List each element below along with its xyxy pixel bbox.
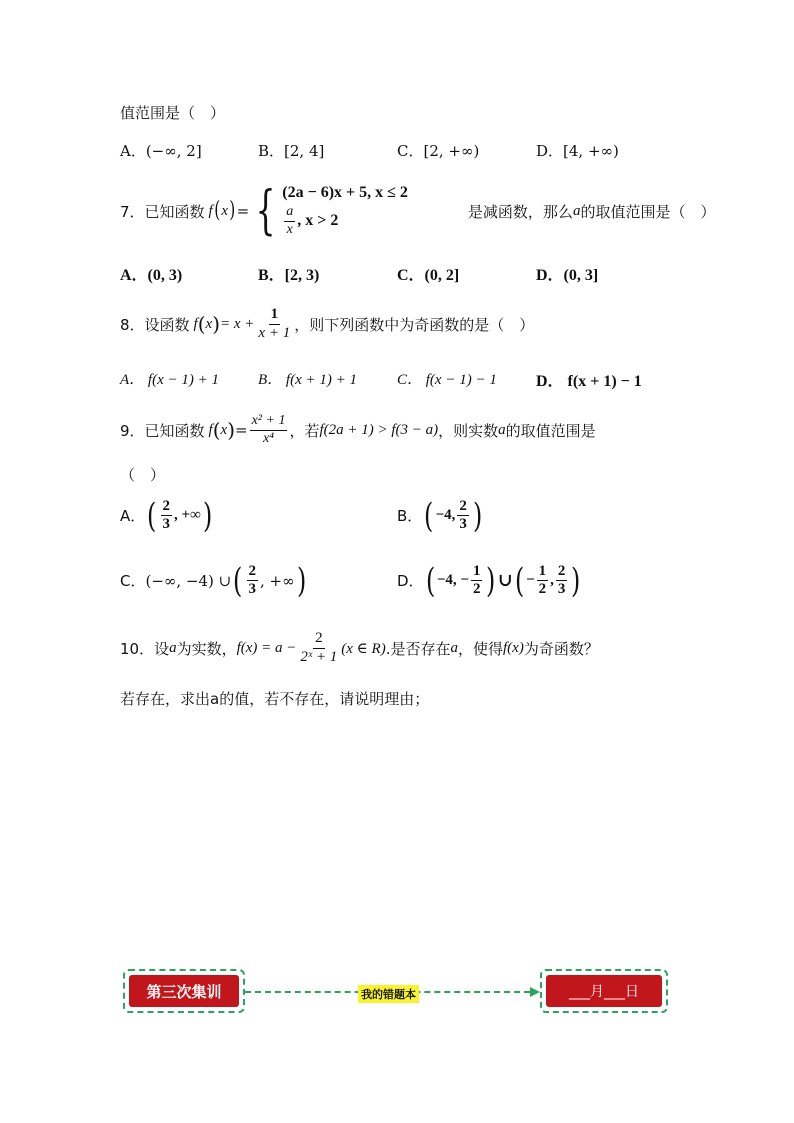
q10-num: 2 bbox=[313, 630, 325, 648]
q9-paren: （ ） bbox=[120, 466, 166, 484]
center-tag: 我的错题本 bbox=[358, 985, 419, 1003]
left-badge-label: 第三次集训 bbox=[129, 975, 239, 1007]
q6-option-b: B．[2, 4] bbox=[258, 142, 325, 160]
q7-brace: { bbox=[255, 181, 276, 241]
q8-x: x bbox=[205, 315, 213, 332]
q9-suffix: ，则实数 bbox=[438, 421, 499, 440]
q9-b-den: 3 bbox=[459, 516, 467, 533]
q9-d-num-1: 1 bbox=[471, 563, 483, 581]
q9-d-head: −4, − bbox=[436, 572, 469, 589]
q9-a-den: 3 bbox=[162, 516, 171, 533]
q9-d-comma: , bbox=[550, 572, 554, 589]
q9-option-d-frac-1 bbox=[471, 563, 483, 599]
question-9: 9．已知函数 f ( x ) = $\frac{\text{x² + 1}}{\text{x⁴}}$ ，若 f(2a + 1) > f(3 − a) ，则实数 a 的取值范围是 bbox=[120, 413, 596, 446]
q9-option-b: B． ( −4, $\frac{2}{3}$ ) bbox=[397, 495, 483, 536]
q9-prefix: 9．已知函数 bbox=[120, 421, 205, 440]
q9-option-b-frac bbox=[457, 498, 469, 534]
q10-line-2: 若存在，求出a的值，若不存在，请说明理由； bbox=[120, 690, 430, 708]
q9-frac bbox=[250, 413, 288, 446]
q9-a-num: 2 bbox=[161, 498, 173, 516]
q9-num: x² + 1 bbox=[250, 413, 288, 430]
q8-option-c: C． f(x − 1) − 1 bbox=[397, 372, 497, 388]
q9-eq: = bbox=[235, 421, 248, 439]
connector-arrow-icon bbox=[530, 987, 540, 997]
q10-domain: (x ∈ R) bbox=[341, 640, 386, 657]
q9-ineq: f(2a + 1) > f(3 − a) bbox=[319, 421, 439, 438]
q7-option-d: D．(0, 3] bbox=[536, 267, 599, 284]
q10-a-2: a bbox=[450, 639, 458, 656]
question-7: 7．已知函数 f ( x ) = { (2a − 6)x + 5, x ≤ 2 $\frac{a}{x}$ , x > 2 是减函数，那么 a 的取值范围是（ ） bbox=[120, 181, 716, 241]
q10-fx-2: f(x) bbox=[503, 639, 524, 656]
q9-f: f bbox=[208, 421, 213, 438]
q7-piece-2-den: x bbox=[286, 221, 293, 237]
q10-fx: f(x) = a − bbox=[236, 639, 297, 656]
q8-prefix: 8．设函数 bbox=[120, 315, 190, 334]
q6-option-d: D．[4, +∞) bbox=[536, 142, 619, 160]
q9-option-d-frac-3 bbox=[556, 563, 568, 599]
q9-option-a-frac bbox=[161, 498, 173, 534]
q8-eq: = x + bbox=[220, 315, 255, 332]
q9-d-num-3: 2 bbox=[556, 563, 568, 581]
q9-option-c: C． (−∞, −4) ∪ ( $\frac{2}{3}$ , +∞ ) bbox=[120, 560, 306, 601]
q9-b-head: −4, bbox=[435, 507, 456, 524]
q9-option-d: D． ( −4, − $\frac{1}{2}$ ) ∪ ( − $\frac{1}{2}$ , $\frac{2}{3}$ ) bbox=[397, 560, 581, 601]
q9-c-head: (−∞, −4) ∪ bbox=[145, 571, 232, 590]
q9-b-num: 2 bbox=[457, 498, 469, 516]
q10-mid: 为实数， bbox=[176, 639, 237, 658]
q8-option-a: A． f(x − 1) + 1 bbox=[120, 372, 219, 388]
q7-option-b: B．[2, 3) bbox=[258, 267, 320, 284]
q9-option-a-label: A． bbox=[120, 507, 146, 526]
q10-mid-2: .是否存在 bbox=[385, 639, 451, 658]
q9-option-c-frac bbox=[247, 563, 259, 599]
q9-d-den-2: 2 bbox=[538, 581, 547, 598]
q7-option-a: A．(0, 3) bbox=[120, 267, 183, 284]
right-badge bbox=[540, 969, 668, 1013]
q9-option-a: A． ( $\frac{2}{3}$ , +∞ ) bbox=[120, 495, 213, 536]
q7-x: x bbox=[221, 202, 228, 219]
q6-option-a: A．(−∞, 2] bbox=[120, 142, 202, 160]
q7-piece-2-num: a bbox=[284, 204, 295, 221]
q7-prefix: 7．已知函数 bbox=[120, 202, 205, 221]
q9-a-tail: , +∞ bbox=[174, 507, 201, 524]
q10-prefix: 10．设 bbox=[120, 639, 170, 658]
q9-option-d-label: D． bbox=[397, 572, 424, 591]
q8-f: f bbox=[193, 315, 198, 332]
q9-option-b-label: B． bbox=[397, 507, 423, 526]
q9-c-num: 2 bbox=[247, 563, 259, 581]
q7-option-c: C．(0, 2] bbox=[397, 267, 460, 284]
q10-a: a bbox=[169, 639, 177, 656]
q9-c-den: 3 bbox=[248, 581, 257, 598]
q7-a: a bbox=[572, 202, 581, 219]
q6-tail: 值范围是（ ） bbox=[120, 104, 226, 122]
q9-a: a bbox=[498, 421, 506, 438]
q9-option-d-frac-2 bbox=[537, 563, 549, 599]
q8-frac bbox=[256, 306, 292, 342]
q10-mid-3: ，使得 bbox=[457, 639, 503, 658]
left-badge bbox=[123, 969, 245, 1013]
q7-eq: = bbox=[236, 202, 250, 220]
q7-piece-2-frac bbox=[284, 204, 295, 237]
q6-option-c: C．[2, +∞) bbox=[397, 142, 480, 160]
q9-mid: ，若 bbox=[289, 421, 320, 440]
q9-d-union: ∪ bbox=[497, 570, 513, 591]
q7-piecewise bbox=[282, 184, 408, 237]
q10-frac bbox=[298, 630, 339, 666]
q10-den: 2ˣ + 1 bbox=[300, 648, 338, 665]
q9-d-den-3: 3 bbox=[557, 581, 566, 598]
q9-d-den-1: 2 bbox=[472, 581, 481, 598]
q7-suffix-2: 的取值范围是（ ） bbox=[580, 202, 716, 221]
question-10 bbox=[120, 626, 599, 670]
right-badge-label: ___月___日 bbox=[546, 975, 662, 1007]
q8-option-d: D． f(x + 1) − 1 bbox=[536, 373, 642, 390]
q9-option-c-label: C． bbox=[120, 572, 146, 591]
q7-piece-1: (2a − 6)x + 5, x ≤ 2 bbox=[282, 184, 408, 202]
q8-num: 1 bbox=[269, 306, 281, 324]
q8-suffix: ，则下列函数中为奇函数的是（ ） bbox=[294, 315, 535, 334]
q9-c-tail: , +∞ bbox=[260, 571, 295, 590]
question-8: 8．设函数 f ( x ) = x + $\frac{1}{x + 1}$ ，则下列函数中为奇函数的是（ ） bbox=[120, 306, 535, 341]
q8-den: x + 1 bbox=[258, 324, 291, 341]
q7-suffix: 是减函数，那么 bbox=[467, 202, 573, 221]
q9-suffix-2: 的取值范围是 bbox=[505, 421, 596, 440]
q9-x: x bbox=[220, 421, 228, 438]
q7-piece-2-cond: , x > 2 bbox=[297, 212, 339, 229]
q9-den: x⁴ bbox=[262, 430, 275, 446]
q9-d-mid: − bbox=[526, 572, 535, 589]
q10-tail: 为奇函数？ bbox=[523, 639, 599, 658]
q9-d-num-2: 1 bbox=[537, 563, 549, 581]
q8-option-b: B． f(x + 1) + 1 bbox=[258, 372, 357, 388]
q7-f: f bbox=[208, 202, 213, 219]
